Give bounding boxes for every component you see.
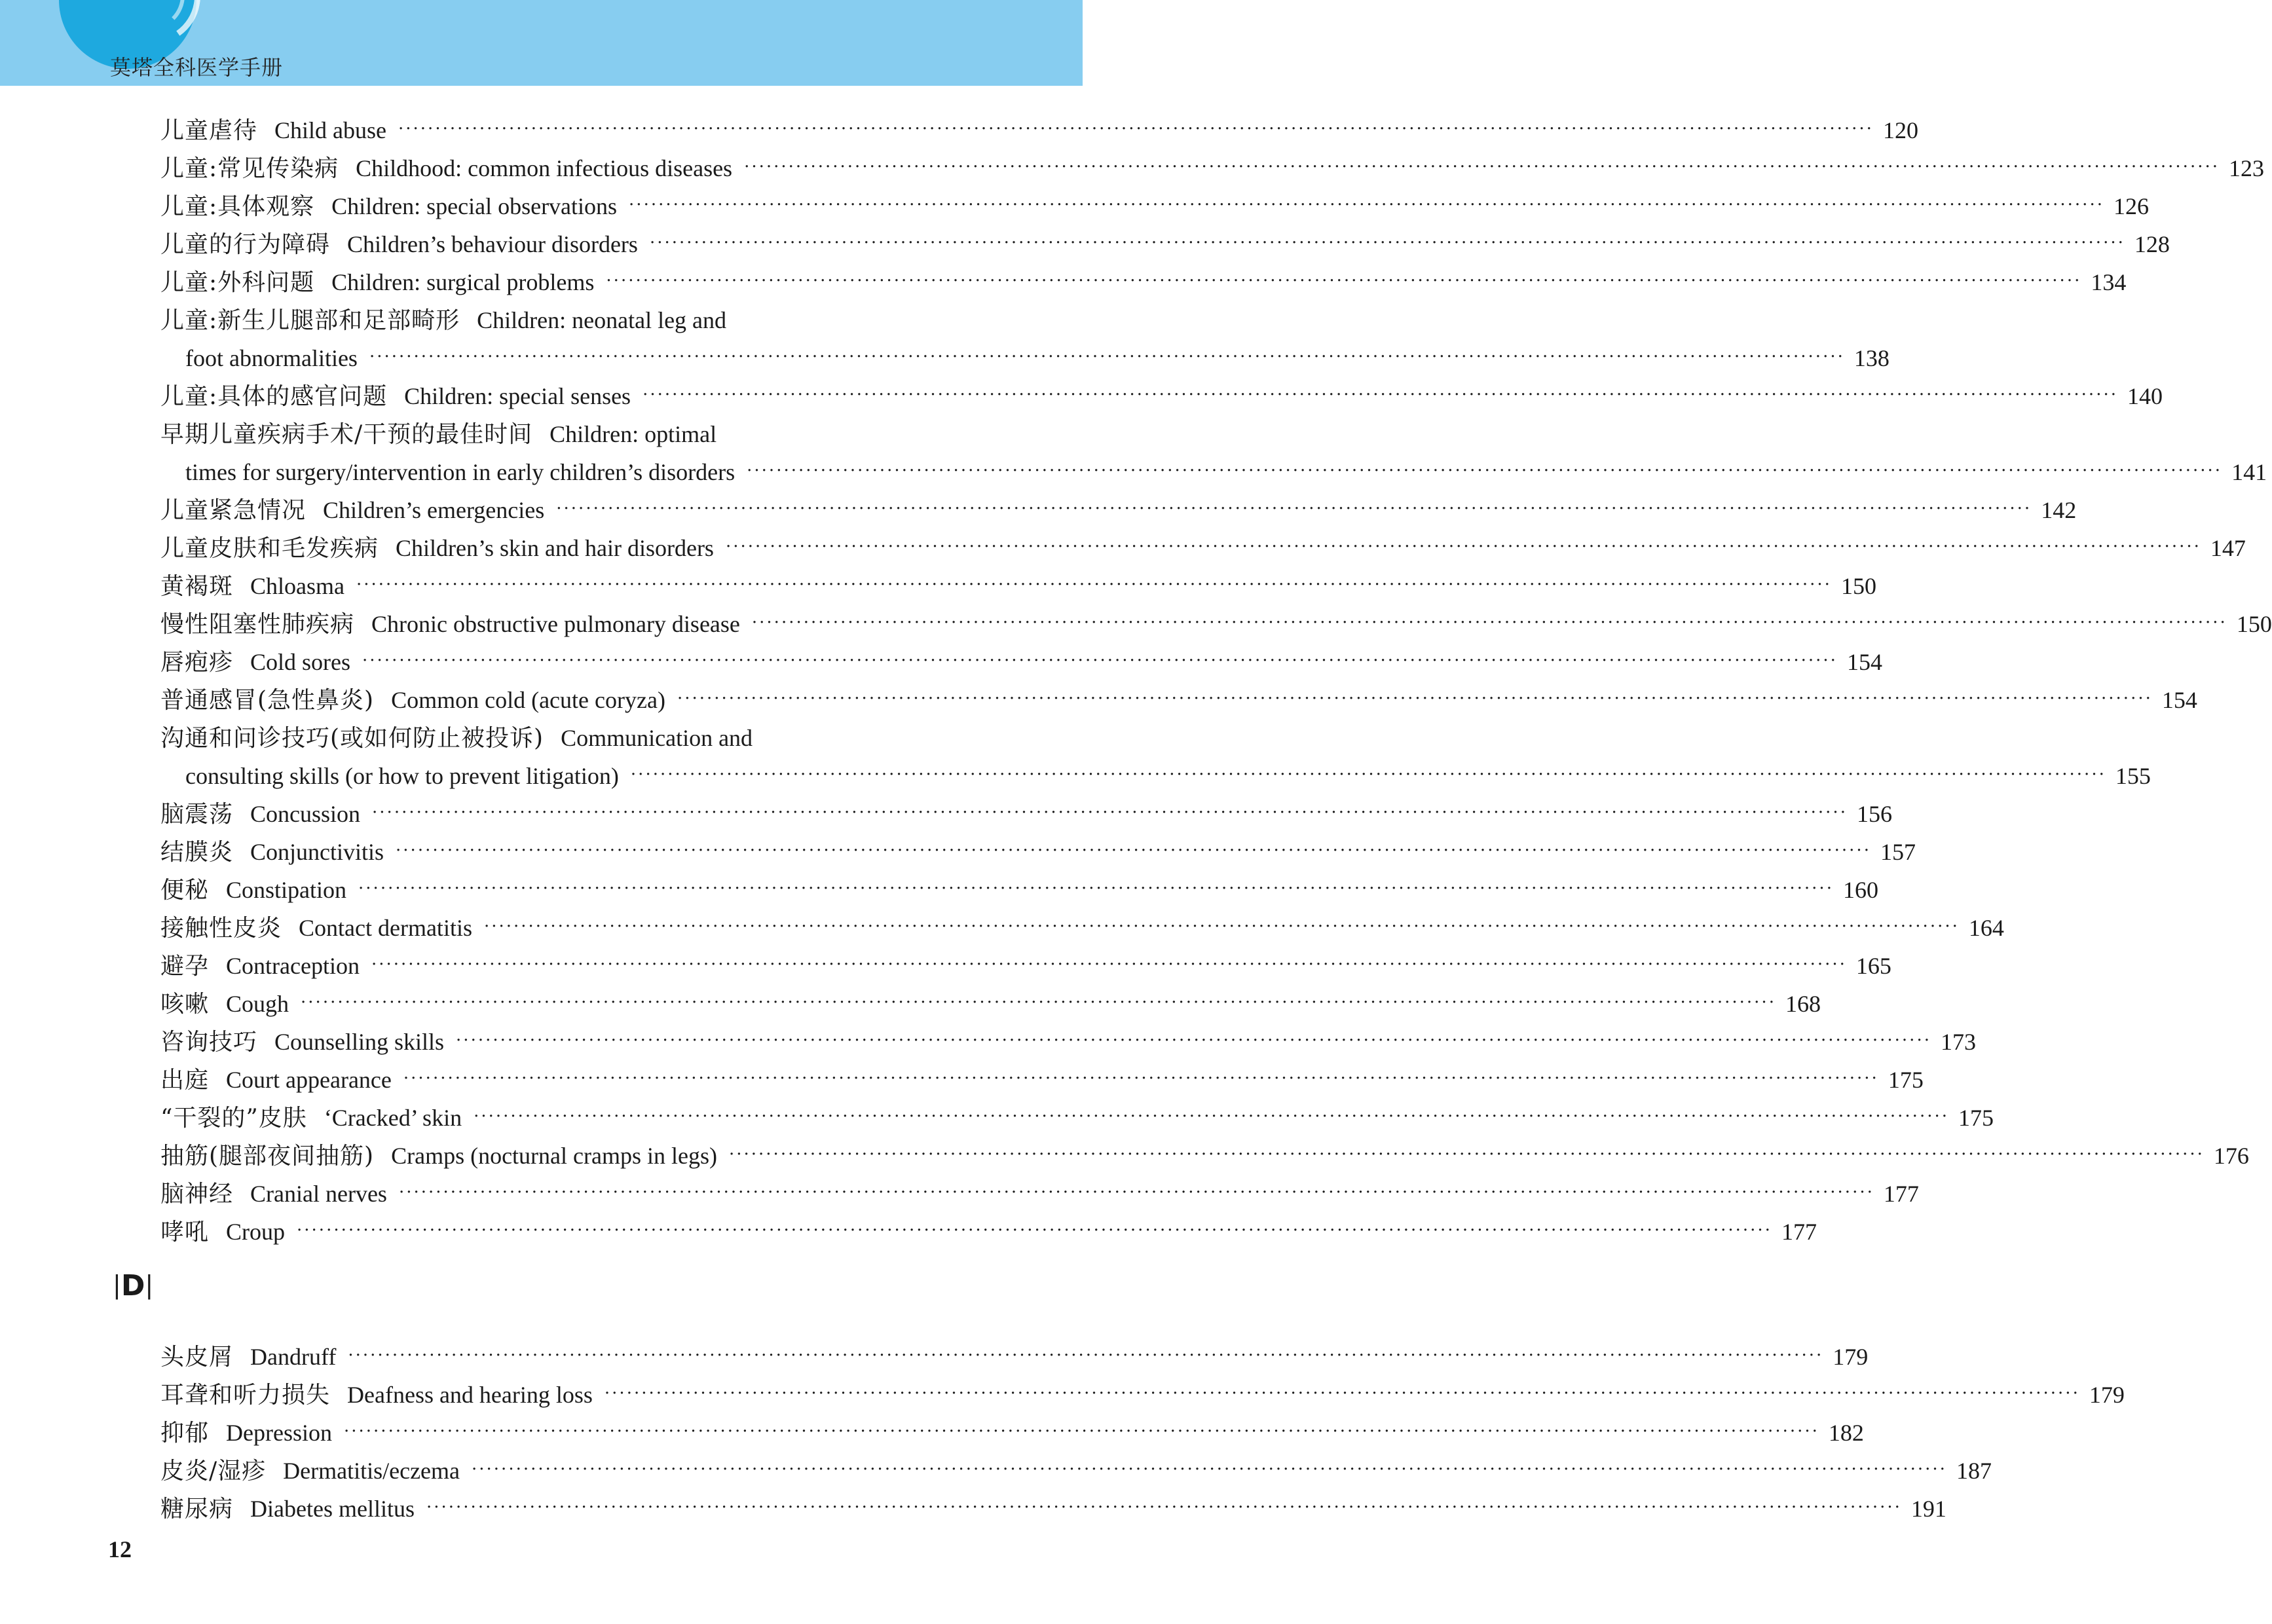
entry-chinese-title: 儿童:具体观察	[160, 193, 315, 220]
entry-page-number: 187	[1956, 1458, 1992, 1484]
entry-page-number: 147	[2210, 535, 2246, 561]
index-entry	[160, 1414, 1864, 1452]
entry-english-title: ‘Cracked’ skin	[324, 1105, 462, 1131]
entry-line	[160, 1338, 1869, 1376]
entry-english-title: Court appearance	[226, 1067, 392, 1093]
leader-dots: ········································································································································································································	[372, 803, 1848, 822]
page-number: 12	[108, 1536, 132, 1562]
entry-chinese-title: 抽筋(腿部夜间抽筋)	[160, 1143, 375, 1170]
index-entry	[160, 149, 2265, 187]
entry-english-title: Chloasma	[250, 573, 345, 599]
index-entry	[160, 1452, 1992, 1490]
entry-page-number: 142	[2041, 497, 2077, 523]
entry-english-title: Childhood: common infectious diseases	[356, 155, 733, 181]
index-entry	[160, 605, 2272, 643]
entry-line	[160, 263, 2127, 301]
entry-chinese-title: 普通感冒(急性鼻炎)	[160, 687, 375, 714]
leader-dots: ········································································································································································································	[371, 955, 1847, 974]
entry-page-number: 179	[2089, 1382, 2125, 1408]
entry-chinese-title: 结膜炎	[160, 839, 234, 866]
entry-chinese-title: “干裂的”皮肤	[160, 1105, 307, 1132]
entry-page-number: 175	[1888, 1067, 1924, 1093]
leader-dots: ········································································································································································································	[751, 613, 2227, 633]
leader-dots: ········································································································································································································	[642, 385, 2118, 405]
entry-page-number: 126	[2113, 193, 2149, 219]
entry-chinese-title: 便秘	[160, 877, 210, 904]
entry-page-number: 155	[2115, 763, 2151, 789]
entry-english-title: Children: neonatal leg and	[477, 307, 727, 333]
section-letter-heading: |D|	[113, 1269, 154, 1302]
entry-line	[160, 719, 937, 757]
entry-chinese-title: 避孕	[160, 953, 210, 980]
entry-page-number: 150	[1840, 573, 1876, 599]
entry-page-number: 179	[1833, 1344, 1869, 1370]
entry-english-title: Counselling skills	[274, 1029, 445, 1055]
entry-english-title: Cough	[226, 991, 289, 1017]
entry-english-continuation: times for surgery/intervention in early children’s disorders	[185, 459, 736, 485]
entry-line	[160, 1213, 1817, 1251]
entry-english-title: Children: special observations	[331, 193, 618, 219]
entry-page-number: 173	[1940, 1029, 1976, 1055]
entry-page-number: 177	[1883, 1181, 1919, 1207]
entry-line	[160, 909, 2004, 947]
entry-english-title: Children’s skin and hair disorders	[396, 535, 714, 561]
entry-page-number: 150	[2236, 611, 2272, 637]
leader-dots: ········································································································································································································	[483, 917, 1960, 936]
entry-chinese-title: 咨询技巧	[160, 1029, 258, 1056]
entry-page-number: 175	[1958, 1105, 1994, 1131]
leader-dots: ········································································································································································································	[606, 271, 2082, 291]
page-header	[0, 0, 1083, 86]
index-entry	[160, 1137, 2249, 1175]
entry-chinese-title: 儿童皮肤和毛发疾病	[160, 535, 379, 562]
entry-page-number: 154	[2161, 687, 2197, 713]
entry-line	[160, 187, 2149, 225]
index-entry	[160, 1213, 1817, 1251]
entry-chinese-title: 沟通和问诊技巧(或如何防止被投诉)	[160, 725, 544, 752]
entry-line	[160, 149, 2265, 187]
entry-line	[160, 795, 1892, 833]
leader-dots: ········································································································································································································	[629, 195, 2104, 215]
entry-english-title: Chronic obstructive pulmonary disease	[371, 611, 740, 637]
entry-page-number: 176	[2213, 1143, 2249, 1169]
entry-line	[160, 643, 1882, 681]
entry-page-number: 138	[1853, 345, 1890, 371]
index-entry	[160, 833, 1916, 871]
index-entry	[160, 491, 2077, 529]
entry-page-number: 123	[2229, 155, 2265, 181]
entry-english-title: Cramps (nocturnal cramps in legs)	[391, 1143, 717, 1169]
entry-english-title: Concussion	[250, 801, 361, 827]
entry-english-title: Common cold (acute coryza)	[391, 687, 665, 713]
book-title: 莫塔全科医学手册	[110, 55, 284, 80]
section-c-entries	[160, 111, 2272, 1251]
entry-page-number: 182	[1828, 1420, 1864, 1446]
leader-dots: ········································································································································································································	[396, 841, 1871, 860]
entry-line	[160, 301, 937, 339]
leader-dots: ········································································································································································································	[356, 575, 1832, 595]
entry-chinese-title: 儿童的行为障碍	[160, 231, 331, 258]
entry-line	[160, 1061, 1924, 1099]
leader-dots: ········································································································································································································	[297, 1221, 1772, 1240]
entry-english-title: Croup	[226, 1219, 286, 1245]
index-entry	[160, 1061, 1924, 1099]
index-entry	[160, 529, 2246, 567]
entry-chinese-title: 唇疱疹	[160, 649, 234, 676]
entry-page-number: 191	[1910, 1496, 1946, 1522]
entry-english-title: Conjunctivitis	[250, 839, 384, 865]
entry-page-number: 160	[1842, 877, 1878, 903]
entry-chinese-title: 抑郁	[160, 1420, 210, 1447]
entry-chinese-title: 慢性阻塞性肺疾病	[160, 611, 355, 638]
leader-dots: ········································································································································································································	[343, 1422, 1819, 1441]
entry-chinese-title: 黄褐斑	[160, 573, 234, 600]
index-entry	[160, 985, 1821, 1023]
leader-dots: ········································································································································································································	[744, 157, 2220, 177]
entry-line	[160, 947, 1891, 985]
entry-line	[160, 1175, 1919, 1213]
leader-dots: ········································································································································································································	[398, 1183, 1874, 1202]
entry-line	[160, 833, 1916, 871]
leader-dots: ········································································································································································································	[728, 1145, 2205, 1164]
leader-dots: ········································································································································································································	[630, 765, 2106, 784]
entry-chinese-title: 儿童虐待	[160, 117, 258, 144]
entry-chinese-title: 咳嗽	[160, 991, 210, 1018]
entry-line	[160, 871, 1878, 909]
entry-line	[160, 1376, 2125, 1414]
entry-line	[160, 111, 1918, 149]
entry-english-title: Child abuse	[274, 117, 386, 143]
entry-page-number: 120	[1882, 117, 1918, 143]
entry-english-title: Dandruff	[250, 1344, 337, 1370]
entry-english-title: Constipation	[226, 877, 347, 903]
section-d-entries	[160, 1338, 2125, 1528]
entry-chinese-title: 早期儿童疾病手术/干预的最佳时间	[160, 421, 533, 448]
entry-line	[160, 1137, 2249, 1175]
entry-continuation-line	[160, 339, 1890, 377]
leader-dots: ········································································································································································································	[362, 651, 1838, 671]
entry-english-title: Children’s behaviour disorders	[347, 231, 638, 257]
entry-line	[160, 1452, 1992, 1490]
entry-english-title: Depression	[226, 1420, 332, 1446]
entry-english-continuation: foot abnormalities	[185, 345, 358, 371]
entry-page-number: 165	[1855, 953, 1891, 979]
entry-line	[160, 567, 1876, 605]
index-entry	[160, 377, 2163, 415]
leader-dots: ········································································································································································································	[747, 461, 2223, 481]
leader-dots: ········································································································································································································	[348, 1346, 1824, 1365]
entry-page-number: 140	[2127, 383, 2163, 409]
entry-page-number: 156	[1856, 801, 1892, 827]
entry-line	[160, 1023, 1976, 1061]
entry-english-title: Children: optimal	[549, 421, 717, 447]
entry-line	[160, 1414, 1864, 1452]
entry-english-title: Diabetes mellitus	[250, 1496, 415, 1522]
entry-chinese-title: 糖尿病	[160, 1496, 234, 1522]
index-entry	[160, 225, 2170, 263]
entry-page-number: 134	[2091, 269, 2127, 295]
entry-chinese-title: 脑震荡	[160, 801, 234, 828]
entry-english-title: Children’s emergencies	[323, 497, 545, 523]
entry-page-number: 154	[1846, 649, 1882, 675]
leader-dots: ········································································································································································································	[301, 993, 1776, 1012]
index-entry	[160, 1490, 1946, 1528]
leader-dots: ········································································································································································································	[649, 233, 2125, 253]
entry-line	[160, 529, 2246, 567]
index-entry	[160, 567, 1876, 605]
entry-page-number: 168	[1785, 991, 1821, 1017]
entry-chinese-title: 哮吼	[160, 1219, 210, 1246]
leader-dots: ········································································································································································································	[677, 689, 2153, 709]
entry-line	[160, 225, 2170, 263]
entry-line	[160, 491, 2077, 529]
index-entry	[160, 1175, 1919, 1213]
entry-page-number: 164	[1968, 915, 2004, 941]
index-entry	[160, 263, 2127, 301]
entry-page-number: 141	[2231, 459, 2267, 485]
leader-dots: ········································································································································································································	[456, 1031, 1931, 1050]
entry-line	[160, 681, 2197, 719]
entry-continuation-line	[160, 757, 2151, 795]
entry-line	[160, 605, 2272, 643]
index-entry	[160, 111, 1918, 149]
entry-continuation-line	[160, 453, 2267, 491]
entry-english-continuation: consulting skills (or how to prevent litigation)	[185, 763, 619, 789]
index-entry	[160, 643, 1882, 681]
index-entry	[160, 947, 1891, 985]
entry-english-title: Dermatitis/eczema	[283, 1458, 460, 1484]
leader-dots: ········································································································································································································	[604, 1384, 2080, 1403]
entry-chinese-title: 儿童:外科问题	[160, 269, 315, 296]
leader-dots: ········································································································································································································	[369, 347, 1845, 367]
index-entry	[160, 795, 1892, 833]
entry-page-number: 157	[1880, 839, 1916, 865]
index-entry	[160, 1376, 2125, 1414]
leader-dots: ········································································································································································································	[725, 537, 2201, 557]
entry-line	[160, 1099, 1994, 1137]
entry-chinese-title: 耳聋和听力损失	[160, 1382, 331, 1409]
entry-english-title: Contraception	[226, 953, 360, 979]
entry-line	[160, 1490, 1946, 1528]
entry-english-title: Children: special senses	[404, 383, 631, 409]
entry-english-title: Deafness and hearing loss	[347, 1382, 593, 1408]
entry-english-title: Contact dermatitis	[299, 915, 472, 941]
entry-chinese-title: 接触性皮炎	[160, 915, 282, 942]
entry-line	[160, 377, 2163, 415]
leader-dots: ········································································································································································································	[398, 119, 1874, 139]
entry-line	[160, 415, 937, 453]
entry-chinese-title: 儿童:常见传染病	[160, 155, 339, 182]
entry-english-title: Communication and	[561, 725, 753, 751]
index-entry	[160, 301, 1890, 377]
entry-page-number: 128	[2134, 231, 2170, 257]
entry-chinese-title: 头皮屑	[160, 1344, 234, 1371]
index-entry	[160, 415, 2267, 491]
index-entry	[160, 1099, 1994, 1137]
leader-dots: ········································································································································································································	[472, 1460, 1947, 1479]
leader-dots: ········································································································································································································	[474, 1107, 1950, 1126]
index-entry	[160, 187, 2149, 225]
entry-english-title: Cold sores	[250, 649, 351, 675]
leader-dots: ········································································································································································································	[556, 499, 2032, 519]
index-entry	[160, 871, 1878, 909]
index-entry	[160, 719, 2151, 795]
index-entry	[160, 1023, 1976, 1061]
leader-dots: ········································································································································································································	[403, 1069, 1879, 1088]
index-entry	[160, 1338, 1869, 1376]
entry-english-title: Cranial nerves	[250, 1181, 387, 1207]
entry-page-number: 177	[1781, 1219, 1817, 1245]
index-entry	[160, 909, 2004, 947]
entry-line	[160, 985, 1821, 1023]
leader-dots: ········································································································································································································	[426, 1498, 1902, 1517]
entry-english-title: Children: surgical problems	[331, 269, 595, 295]
entry-chinese-title: 儿童:新生儿腿部和足部畸形	[160, 307, 460, 334]
entry-chinese-title: 脑神经	[160, 1181, 234, 1208]
leader-dots: ········································································································································································································	[358, 879, 1834, 898]
entry-chinese-title: 儿童:具体的感官问题	[160, 383, 388, 410]
entry-chinese-title: 儿童紧急情况	[160, 497, 307, 524]
entry-chinese-title: 皮炎/湿疹	[160, 1458, 267, 1485]
entry-chinese-title: 出庭	[160, 1067, 210, 1094]
index-entry	[160, 681, 2197, 719]
